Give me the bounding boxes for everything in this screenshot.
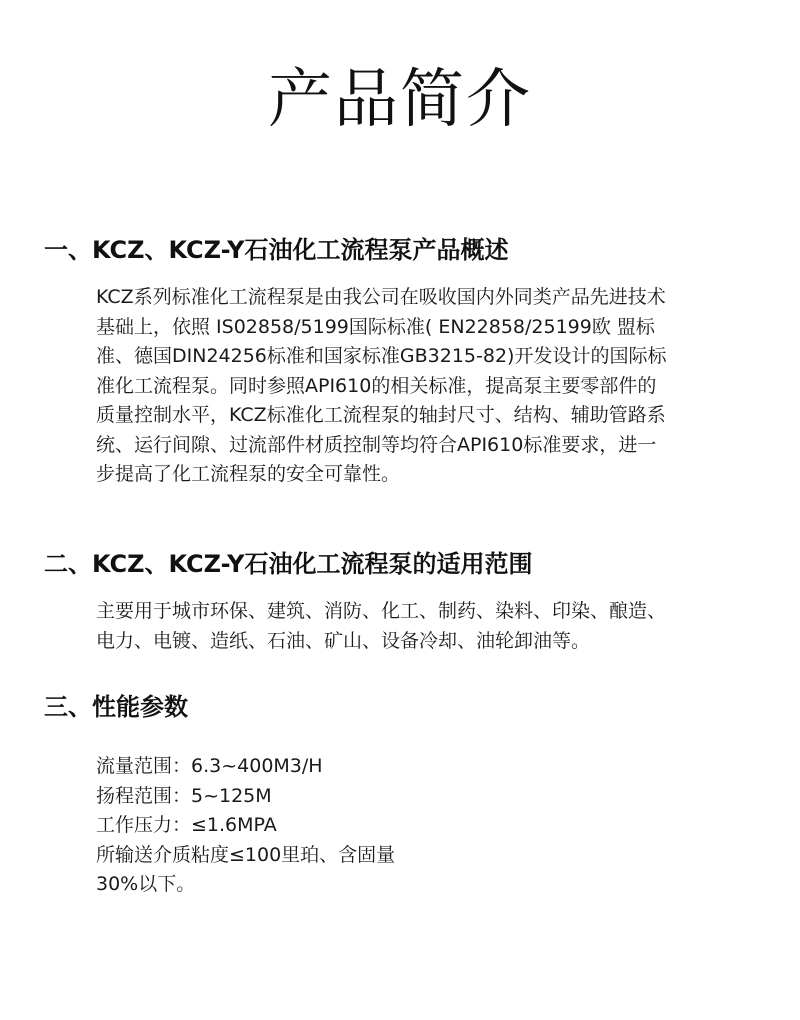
section-body-applications xyxy=(96,597,756,656)
paragraph-line: 基础上，依照 IS02858/5199国际标准( EN22858/25199欧 盟标 xyxy=(96,315,655,338)
paragraph-line: 准化工流程泵。同时参照API610的相关标准，提高泵主要零部件的 xyxy=(96,374,657,397)
section-heading-applications: 二、KCZ、KCZ-Y石油化工流程泵的适用范围 xyxy=(44,550,533,578)
spec-flow-range: 流量范围：6.3~400M3/H xyxy=(96,755,323,777)
spec-solids-content: 30%以下。 xyxy=(96,873,196,895)
section-heading-performance: 三、性能参数 xyxy=(44,693,188,721)
paragraph-line: 主要用于城市环保、建筑、消防、化工、制药、染料、印染、酿造、 xyxy=(96,600,667,622)
paragraph-line: 电力、电镀、造纸、石油、矿山、设备冷却、油轮卸油等。 xyxy=(96,629,591,652)
paragraph-line: 质量控制水平，KCZ标准化工流程泵的轴封尺寸、结构、辅助管路系 xyxy=(96,404,666,426)
paragraph-line: 统、运行间隙、过流部件材质控制等均符合API610标准要求，进一 xyxy=(96,433,657,456)
paragraph-line: KCZ系列标准化工流程泵是由我公司在吸收国内外同类产品先进技术 xyxy=(96,286,666,308)
paragraph-line: 准、德国DIN24256标准和国家标准GB3215-82)开发设计的国际标 xyxy=(96,345,667,367)
section-body-overview xyxy=(96,283,756,490)
spec-working-pressure: 工作压力：≤1.6MPA xyxy=(96,814,277,836)
paragraph-line: 步提高了化工流程泵的安全可靠性。 xyxy=(96,463,401,485)
section-body-performance xyxy=(96,752,756,900)
spec-viscosity: 所输送介质粘度≤100里珀、含固量 xyxy=(96,843,396,866)
spec-head-range: 扬程范围：5~125M xyxy=(96,784,272,807)
section-heading-overview: 一、KCZ、KCZ-Y石油化工流程泵产品概述 xyxy=(44,236,509,264)
page-title: 产品简介 xyxy=(268,63,532,137)
